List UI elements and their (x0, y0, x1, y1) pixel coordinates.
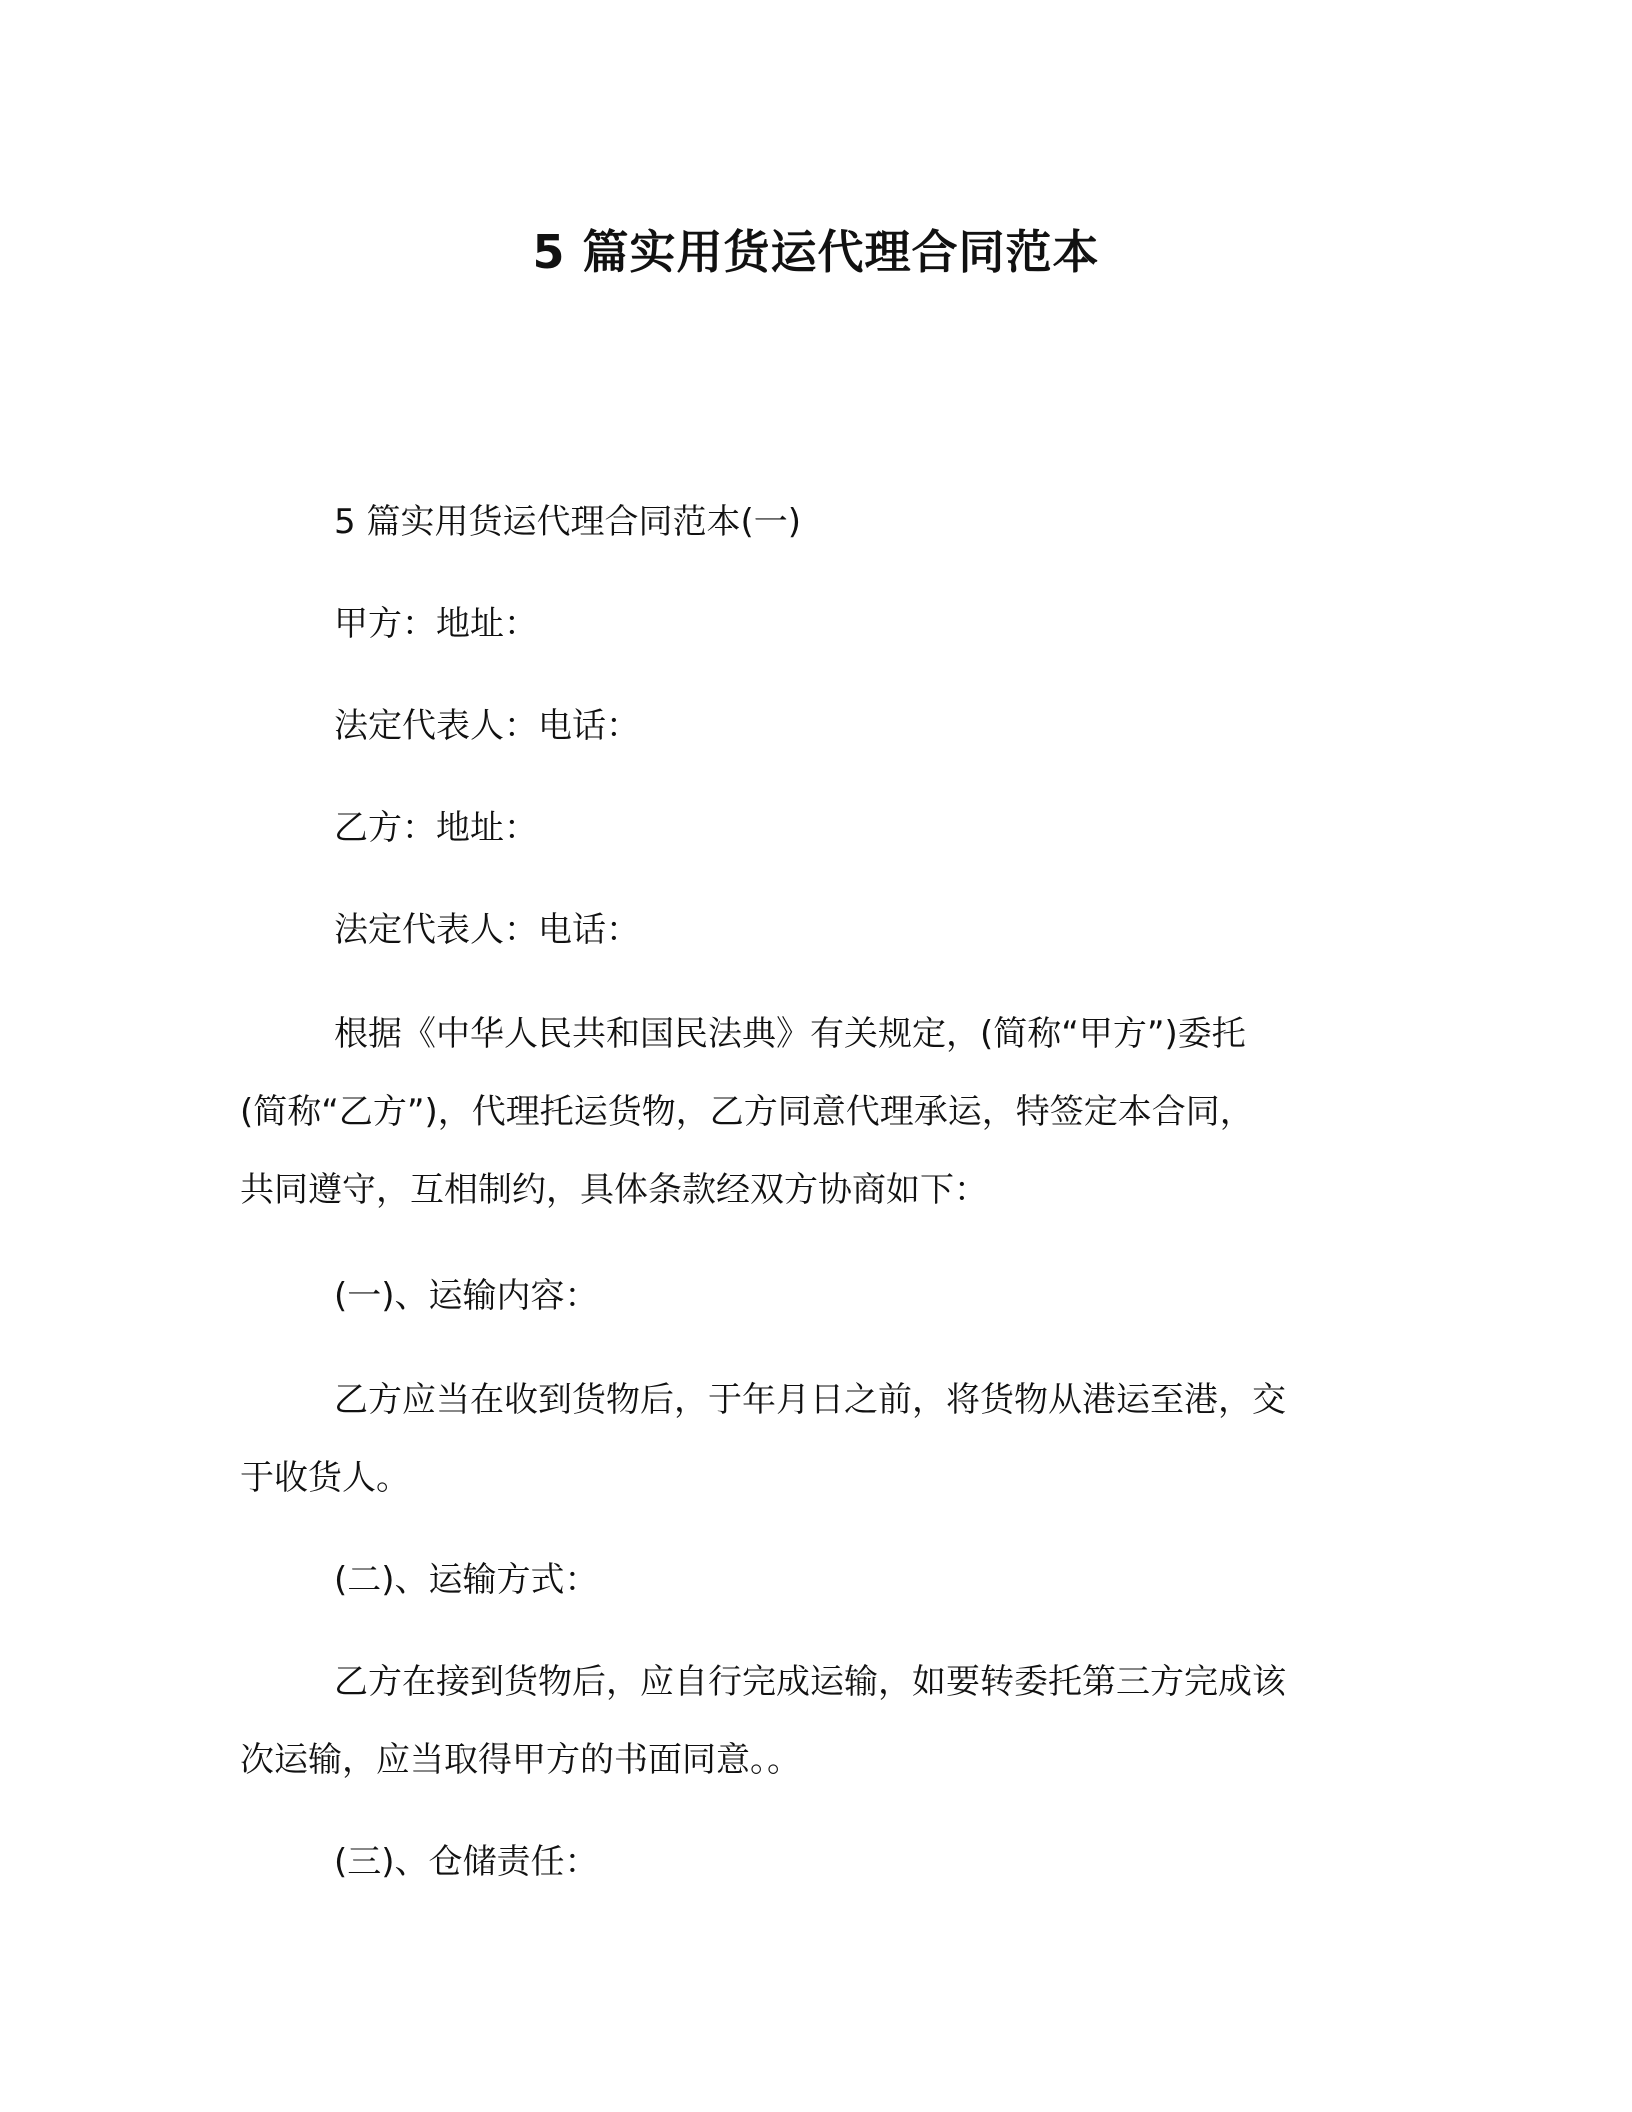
section-1-line-1: 乙方应当在收到货物后，于年月日之前，将货物从港运至港，交 (334, 1380, 1286, 1420)
section-1-line-2: 于收货人。 (240, 1458, 410, 1498)
intro-line-2: (简称“乙方”)，代理托运货物，乙方同意代理承运，特签定本合同， (240, 1092, 1254, 1132)
section-1-heading: (一)、运输内容： (334, 1276, 599, 1316)
section-3-heading: (三)、仓储责任： (334, 1842, 599, 1882)
party-b-representative: 法定代表人：电话： (334, 910, 640, 950)
contract-subtitle: 5 篇实用货运代理合同范本(一) (334, 502, 801, 542)
section-2-line-1: 乙方在接到货物后，应自行完成运输，如要转委托第三方完成该 (334, 1662, 1286, 1702)
party-b-address: 乙方：地址： (334, 808, 538, 848)
intro-line-1: 根据《中华人民共和国民法典》有关规定，(简称“甲方”)委托 (334, 1014, 1246, 1054)
party-a-representative: 法定代表人：电话： (334, 706, 640, 746)
document-title: 5 篇实用货运代理合同范本 (532, 225, 1100, 279)
section-1-body (240, 1361, 1392, 1517)
intro-paragraph (240, 995, 1392, 1229)
intro-line-3: 共同遵守，互相制约，具体条款经双方协商如下： (240, 1170, 988, 1210)
section-2-heading: (二)、运输方式： (334, 1560, 599, 1600)
party-a-address: 甲方：地址： (334, 604, 538, 644)
section-2-line-2: 次运输，应当取得甲方的书面同意。。 (240, 1740, 801, 1780)
section-2-body (240, 1643, 1392, 1799)
